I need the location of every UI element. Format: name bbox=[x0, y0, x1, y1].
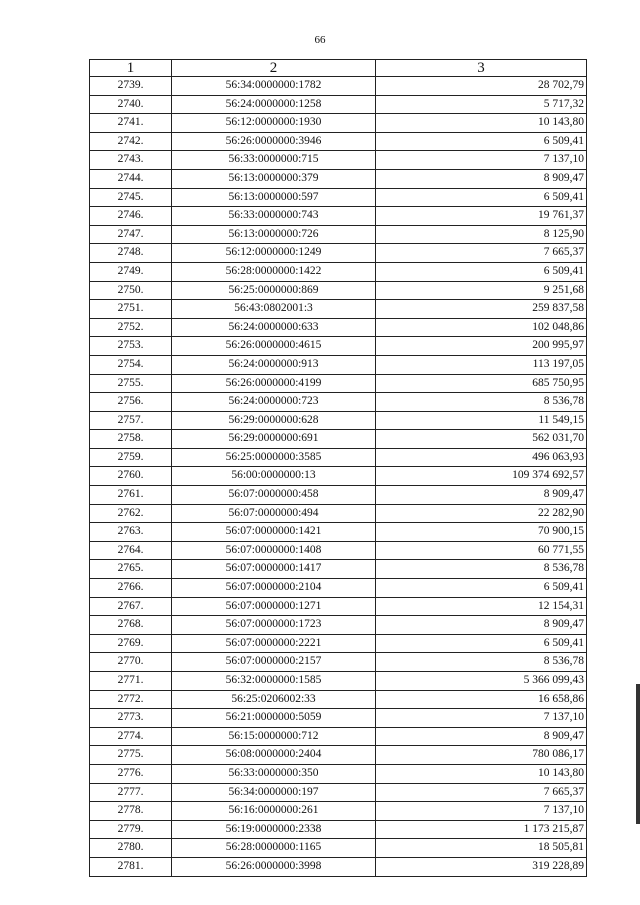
table-row bbox=[90, 802, 587, 821]
row-number-cell: 2767. bbox=[90, 597, 172, 616]
row-number-cell: 2745. bbox=[90, 188, 172, 207]
cadastral-value-cell: 1 173 215,87 bbox=[376, 820, 587, 839]
table-row bbox=[90, 355, 587, 374]
row-number-cell: 2774. bbox=[90, 727, 172, 746]
cadastral-value-cell: 70 900,15 bbox=[376, 523, 587, 542]
table-row bbox=[90, 690, 587, 709]
cadastral-value-cell: 60 771,55 bbox=[376, 541, 587, 560]
row-number-cell: 2780. bbox=[90, 839, 172, 858]
table-row bbox=[90, 300, 587, 319]
cadastral-number-cell: 56:13:0000000:379 bbox=[172, 169, 376, 188]
table-row bbox=[90, 504, 587, 523]
table-row bbox=[90, 132, 587, 151]
table-row bbox=[90, 486, 587, 505]
cadastral-value-cell: 6 509,41 bbox=[376, 262, 587, 281]
row-number-cell: 2772. bbox=[90, 690, 172, 709]
cadastral-value-cell: 6 509,41 bbox=[376, 579, 587, 598]
row-number-cell: 2749. bbox=[90, 262, 172, 281]
cadastral-value-cell: 496 063,93 bbox=[376, 448, 587, 467]
cadastral-value-cell: 11 549,15 bbox=[376, 411, 587, 430]
cadastral-value-cell: 8 536,78 bbox=[376, 393, 587, 412]
table-row bbox=[90, 616, 587, 635]
table-row bbox=[90, 820, 587, 839]
cadastral-value-cell: 19 761,37 bbox=[376, 207, 587, 226]
table-row bbox=[90, 448, 587, 467]
cadastral-number-cell: 56:07:0000000:1408 bbox=[172, 541, 376, 560]
row-number-cell: 2762. bbox=[90, 504, 172, 523]
cadastral-number-cell: 56:16:0000000:261 bbox=[172, 802, 376, 821]
row-number-cell: 2753. bbox=[90, 337, 172, 356]
cadastral-number-cell: 56:13:0000000:597 bbox=[172, 188, 376, 207]
table-row bbox=[90, 579, 587, 598]
row-number-cell: 2750. bbox=[90, 281, 172, 300]
cadastral-number-cell: 56:07:0000000:1421 bbox=[172, 523, 376, 542]
row-number-cell: 2747. bbox=[90, 225, 172, 244]
row-number-cell: 2746. bbox=[90, 207, 172, 226]
row-number-cell: 2760. bbox=[90, 467, 172, 486]
row-number-cell: 2751. bbox=[90, 300, 172, 319]
cadastral-value-cell: 8 909,47 bbox=[376, 169, 587, 188]
table-row bbox=[90, 746, 587, 765]
cadastral-value-cell: 319 228,89 bbox=[376, 857, 587, 876]
cadastral-number-cell: 56:28:0000000:1422 bbox=[172, 262, 376, 281]
cadastral-value-cell: 5 717,32 bbox=[376, 95, 587, 114]
cadastral-number-cell: 56:07:0000000:2157 bbox=[172, 653, 376, 672]
cadastral-value-cell: 685 750,95 bbox=[376, 374, 587, 393]
cadastral-value-cell: 5 366 099,43 bbox=[376, 672, 587, 691]
row-number-cell: 2741. bbox=[90, 114, 172, 133]
cadastral-value-cell: 780 086,17 bbox=[376, 746, 587, 765]
row-number-cell: 2763. bbox=[90, 523, 172, 542]
cadastral-number-cell: 56:26:0000000:3946 bbox=[172, 132, 376, 151]
cadastral-number-cell: 56:12:0000000:1249 bbox=[172, 244, 376, 263]
table-row bbox=[90, 151, 587, 170]
row-number-cell: 2765. bbox=[90, 560, 172, 579]
cadastral-number-cell: 56:43:0802001:3 bbox=[172, 300, 376, 319]
row-number-cell: 2744. bbox=[90, 169, 172, 188]
cadastral-number-cell: 56:08:0000000:2404 bbox=[172, 746, 376, 765]
row-number-cell: 2758. bbox=[90, 430, 172, 449]
cadastral-value-cell: 12 154,31 bbox=[376, 597, 587, 616]
header-row bbox=[90, 60, 587, 77]
row-number-cell: 2740. bbox=[90, 95, 172, 114]
scan-edge-mark bbox=[636, 684, 640, 824]
cadastral-value-cell: 259 837,58 bbox=[376, 300, 587, 319]
row-number-cell: 2739. bbox=[90, 77, 172, 96]
table-row bbox=[90, 114, 587, 133]
table-row bbox=[90, 244, 587, 263]
cadastral-number-cell: 56:26:0000000:3998 bbox=[172, 857, 376, 876]
cadastral-number-cell: 56:29:0000000:691 bbox=[172, 430, 376, 449]
table-row bbox=[90, 839, 587, 858]
cadastral-value-cell: 10 143,80 bbox=[376, 764, 587, 783]
cadastral-number-cell: 56:13:0000000:726 bbox=[172, 225, 376, 244]
row-number-cell: 2779. bbox=[90, 820, 172, 839]
row-number-cell: 2775. bbox=[90, 746, 172, 765]
cadastral-value-cell: 200 995,97 bbox=[376, 337, 587, 356]
table-row bbox=[90, 634, 587, 653]
cadastral-number-cell: 56:07:0000000:458 bbox=[172, 486, 376, 505]
row-number-cell: 2757. bbox=[90, 411, 172, 430]
table-row bbox=[90, 783, 587, 802]
row-number-cell: 2752. bbox=[90, 318, 172, 337]
row-number-cell: 2776. bbox=[90, 764, 172, 783]
cadastral-number-cell: 56:00:0000000:13 bbox=[172, 467, 376, 486]
table-row bbox=[90, 188, 587, 207]
row-number-cell: 2742. bbox=[90, 132, 172, 151]
table-row bbox=[90, 207, 587, 226]
row-number-cell: 2754. bbox=[90, 355, 172, 374]
table-row bbox=[90, 672, 587, 691]
row-number-cell: 2755. bbox=[90, 374, 172, 393]
table-row bbox=[90, 560, 587, 579]
cadastral-number-cell: 56:32:0000000:1585 bbox=[172, 672, 376, 691]
cadastral-number-cell: 56:33:0000000:743 bbox=[172, 207, 376, 226]
cadastral-number-cell: 56:24:0000000:633 bbox=[172, 318, 376, 337]
cadastral-number-cell: 56:29:0000000:628 bbox=[172, 411, 376, 430]
cadastral-value-cell: 7 665,37 bbox=[376, 783, 587, 802]
row-number-cell: 2773. bbox=[90, 709, 172, 728]
table-row bbox=[90, 653, 587, 672]
row-number-cell: 2764. bbox=[90, 541, 172, 560]
cadastral-number-cell: 56:07:0000000:2221 bbox=[172, 634, 376, 653]
row-number-cell: 2761. bbox=[90, 486, 172, 505]
cadastral-number-cell: 56:24:0000000:723 bbox=[172, 393, 376, 412]
cadastral-value-cell: 8 125,90 bbox=[376, 225, 587, 244]
cadastral-value-cell: 6 509,41 bbox=[376, 188, 587, 207]
table-row bbox=[90, 393, 587, 412]
cadastral-number-cell: 56:25:0000000:869 bbox=[172, 281, 376, 300]
cadastral-value-cell: 109 374 692,57 bbox=[376, 467, 587, 486]
cadastral-number-cell: 56:25:0206002:33 bbox=[172, 690, 376, 709]
page-number: 66 bbox=[314, 34, 326, 46]
table-row bbox=[90, 77, 587, 96]
row-number-cell: 2756. bbox=[90, 393, 172, 412]
cadastral-value-cell: 6 509,41 bbox=[376, 634, 587, 653]
table-row bbox=[90, 857, 587, 876]
row-number-cell: 2781. bbox=[90, 857, 172, 876]
column-header-cadastral-number: 2 bbox=[172, 60, 376, 77]
cadastral-value-cell: 8 909,47 bbox=[376, 727, 587, 746]
cadastral-value-cell: 7 137,10 bbox=[376, 151, 587, 170]
table-row bbox=[90, 374, 587, 393]
cadastral-number-cell: 56:21:0000000:5059 bbox=[172, 709, 376, 728]
cadastral-number-cell: 56:07:0000000:494 bbox=[172, 504, 376, 523]
row-number-cell: 2770. bbox=[90, 653, 172, 672]
cadastral-number-cell: 56:12:0000000:1930 bbox=[172, 114, 376, 133]
cadastral-value-cell: 28 702,79 bbox=[376, 77, 587, 96]
cadastral-value-cell: 18 505,81 bbox=[376, 839, 587, 858]
cadastral-number-cell: 56:25:0000000:3585 bbox=[172, 448, 376, 467]
row-number-cell: 2769. bbox=[90, 634, 172, 653]
cadastral-number-cell: 56:07:0000000:2104 bbox=[172, 579, 376, 598]
cadastral-value-cell: 10 143,80 bbox=[376, 114, 587, 133]
cadastral-number-cell: 56:33:0000000:715 bbox=[172, 151, 376, 170]
cadastral-value-cell: 8 536,78 bbox=[376, 560, 587, 579]
cadastral-number-cell: 56:24:0000000:1258 bbox=[172, 95, 376, 114]
cadastral-value-cell: 9 251,68 bbox=[376, 281, 587, 300]
table-row bbox=[90, 709, 587, 728]
cadastral-value-table bbox=[89, 59, 587, 877]
cadastral-value-cell: 8 909,47 bbox=[376, 486, 587, 505]
row-number-cell: 2777. bbox=[90, 783, 172, 802]
table-row bbox=[90, 318, 587, 337]
cadastral-number-cell: 56:28:0000000:1165 bbox=[172, 839, 376, 858]
table-row bbox=[90, 541, 587, 560]
cadastral-number-cell: 56:07:0000000:1271 bbox=[172, 597, 376, 616]
column-header-number: 1 bbox=[90, 60, 172, 77]
table-row bbox=[90, 764, 587, 783]
cadastral-value-cell: 7 137,10 bbox=[376, 802, 587, 821]
table-row bbox=[90, 597, 587, 616]
row-number-cell: 2748. bbox=[90, 244, 172, 263]
column-header-value: 3 bbox=[376, 60, 587, 77]
cadastral-value-cell: 7 665,37 bbox=[376, 244, 587, 263]
cadastral-value-cell: 22 282,90 bbox=[376, 504, 587, 523]
cadastral-value-cell: 113 197,05 bbox=[376, 355, 587, 374]
cadastral-number-cell: 56:26:0000000:4199 bbox=[172, 374, 376, 393]
cadastral-value-cell: 7 137,10 bbox=[376, 709, 587, 728]
cadastral-number-cell: 56:24:0000000:913 bbox=[172, 355, 376, 374]
table-row bbox=[90, 225, 587, 244]
row-number-cell: 2778. bbox=[90, 802, 172, 821]
cadastral-number-cell: 56:15:0000000:712 bbox=[172, 727, 376, 746]
cadastral-number-cell: 56:33:0000000:350 bbox=[172, 764, 376, 783]
table-row bbox=[90, 467, 587, 486]
table-row bbox=[90, 337, 587, 356]
row-number-cell: 2743. bbox=[90, 151, 172, 170]
table-row bbox=[90, 430, 587, 449]
cadastral-value-cell: 8 536,78 bbox=[376, 653, 587, 672]
cadastral-number-cell: 56:07:0000000:1723 bbox=[172, 616, 376, 635]
table-row bbox=[90, 523, 587, 542]
cadastral-value-cell: 562 031,70 bbox=[376, 430, 587, 449]
table-row bbox=[90, 169, 587, 188]
cadastral-number-cell: 56:26:0000000:4615 bbox=[172, 337, 376, 356]
cadastral-value-cell: 102 048,86 bbox=[376, 318, 587, 337]
row-number-cell: 2759. bbox=[90, 448, 172, 467]
cadastral-value-cell: 6 509,41 bbox=[376, 132, 587, 151]
table-row bbox=[90, 262, 587, 281]
table-row bbox=[90, 727, 587, 746]
cadastral-number-cell: 56:34:0000000:197 bbox=[172, 783, 376, 802]
row-number-cell: 2766. bbox=[90, 579, 172, 598]
row-number-cell: 2771. bbox=[90, 672, 172, 691]
cadastral-value-cell: 8 909,47 bbox=[376, 616, 587, 635]
table-row bbox=[90, 95, 587, 114]
cadastral-number-cell: 56:07:0000000:1417 bbox=[172, 560, 376, 579]
table-row bbox=[90, 281, 587, 300]
cadastral-number-cell: 56:19:0000000:2338 bbox=[172, 820, 376, 839]
cadastral-value-cell: 16 658,86 bbox=[376, 690, 587, 709]
table-row bbox=[90, 411, 587, 430]
row-number-cell: 2768. bbox=[90, 616, 172, 635]
cadastral-number-cell: 56:34:0000000:1782 bbox=[172, 77, 376, 96]
